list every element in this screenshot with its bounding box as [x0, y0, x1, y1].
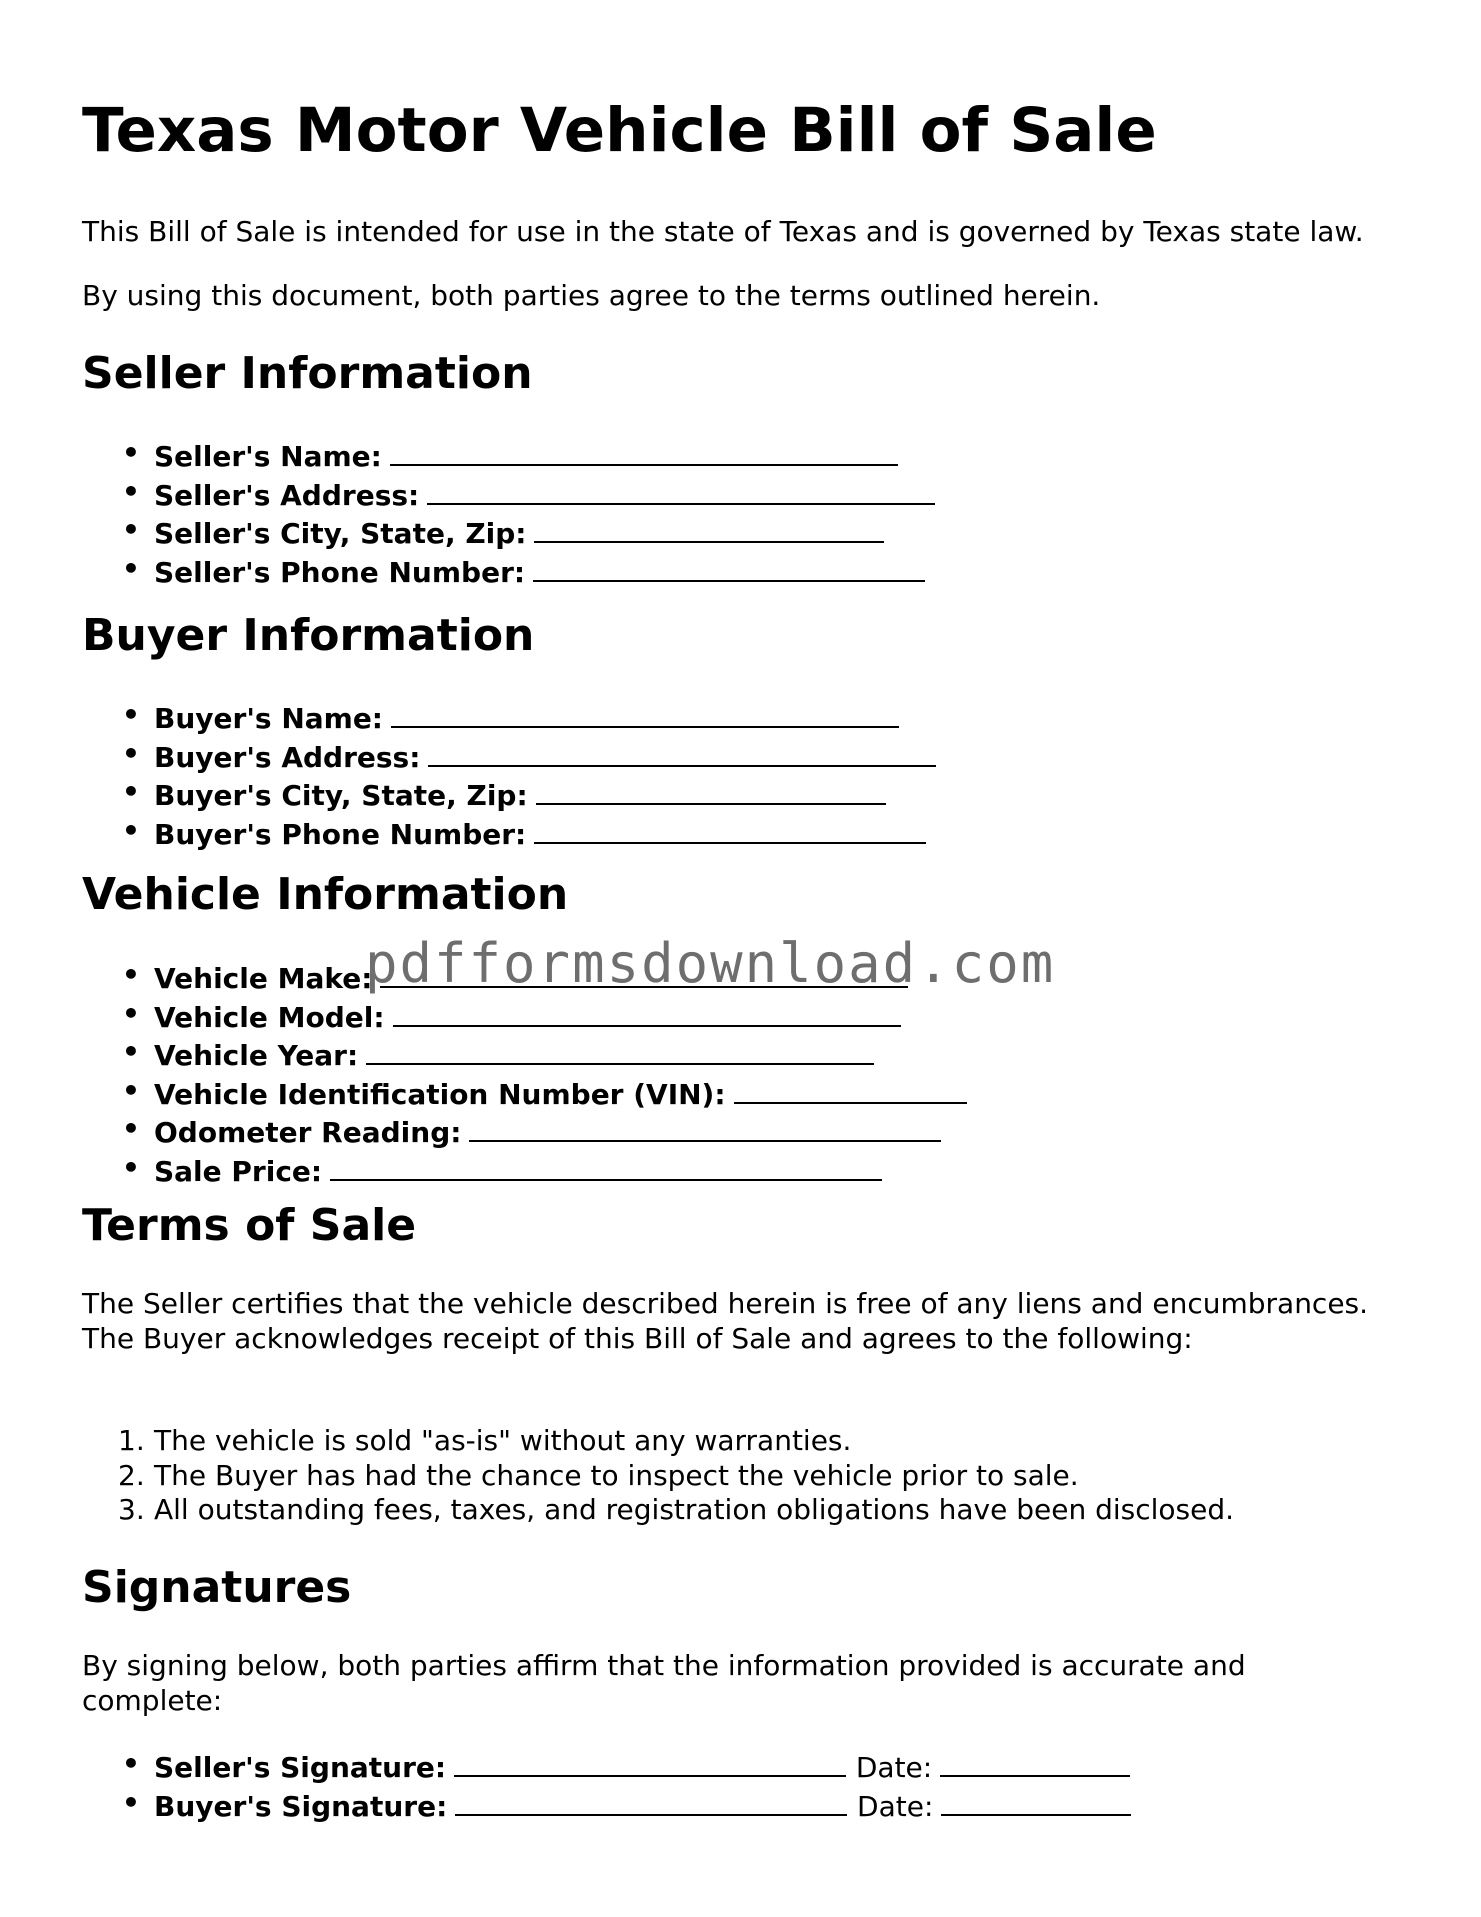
seller-city-state-zip-blank[interactable] [534, 513, 884, 543]
terms-item: 1. The vehicle is sold "as-is" without any warranties. [118, 1424, 852, 1457]
intro-agreement: By using this document, both parties agree to the terms outlined herein. [82, 279, 1101, 312]
sale-price-blank[interactable] [330, 1151, 882, 1181]
seller-signature-blank[interactable] [454, 1747, 846, 1777]
buyer-signature-blank[interactable] [455, 1786, 847, 1816]
vehicle-year-field[interactable]: • Vehicle Year: [82, 1035, 967, 1074]
signatures-heading: Signatures [82, 1562, 352, 1613]
buyer-signature-field[interactable]: • Buyer's Signature: Date: [82, 1786, 1131, 1825]
terms-item: 3. All outstanding fees, taxes, and registration obligations have been disclosed. [118, 1493, 1235, 1526]
document-title: Texas Motor Vehicle Bill of Sale [82, 95, 1157, 166]
buyer-name-field[interactable]: • Buyer's Name: [82, 698, 936, 737]
vehicle-vin-field[interactable]: • Vehicle Identification Number (VIN): [82, 1074, 967, 1113]
seller-phone-field[interactable]: • Seller's Phone Number: [82, 552, 935, 591]
terms-heading: Terms of Sale [82, 1200, 417, 1251]
signature-list [82, 1747, 1131, 1824]
signatures-paragraph: By signing below, both parties affirm that the information provided is accurate and complete: [82, 1649, 1246, 1717]
terms-paragraph: The Seller certifies that the vehicle described herein is free of any liens and encumbrances. The Buyer acknowledges receipt of this Bill of Sale and agrees to the following: [82, 1287, 1369, 1355]
intro-jurisdiction: This Bill of Sale is intended for use in the state of Texas and is governed by Texas state law. [82, 215, 1364, 248]
buyer-heading: Buyer Information [82, 610, 535, 661]
terms-list [82, 1424, 1234, 1528]
odometer-reading-field[interactable]: • Odometer Reading: [82, 1112, 967, 1151]
seller-address-blank[interactable] [427, 475, 935, 505]
seller-date-blank[interactable] [940, 1747, 1130, 1777]
seller-address-field[interactable]: • Seller's Address: [82, 475, 935, 514]
buyer-phone-field[interactable]: • Buyer's Phone Number: [82, 814, 936, 853]
seller-phone-blank[interactable] [533, 552, 925, 582]
seller-field-list [82, 436, 935, 590]
buyer-phone-blank[interactable] [534, 814, 926, 844]
vehicle-model-field[interactable]: • Vehicle Model: [82, 997, 967, 1036]
vehicle-heading: Vehicle Information [82, 869, 569, 920]
vehicle-make-field[interactable]: • Vehicle Make: [82, 958, 967, 997]
seller-heading: Seller Information [82, 348, 533, 399]
seller-city-state-zip-field[interactable]: • Seller's City, State, Zip: [82, 513, 935, 552]
buyer-name-blank[interactable] [391, 698, 899, 728]
watermark: pdfformsdownload.com [365, 932, 1056, 995]
terms-item: 2. The Buyer has had the chance to inspect the vehicle prior to sale. [118, 1458, 1079, 1492]
buyer-city-state-zip-blank[interactable] [536, 775, 886, 805]
seller-signature-field[interactable]: • Seller's Signature: Date: [82, 1747, 1131, 1786]
buyer-field-list [82, 698, 936, 852]
seller-name-field[interactable]: • Seller's Name: [82, 436, 935, 475]
odometer-reading-blank[interactable] [469, 1112, 941, 1142]
buyer-address-field[interactable]: • Buyer's Address: [82, 737, 936, 776]
vehicle-vin-blank[interactable] [734, 1074, 967, 1104]
sale-price-field[interactable]: • Sale Price: [82, 1151, 967, 1190]
buyer-date-blank[interactable] [941, 1786, 1131, 1816]
vehicle-year-blank[interactable] [366, 1035, 874, 1065]
seller-name-blank[interactable] [390, 436, 898, 466]
buyer-city-state-zip-field[interactable]: • Buyer's City, State, Zip: [82, 775, 936, 814]
buyer-address-blank[interactable] [428, 737, 936, 767]
vehicle-model-blank[interactable] [393, 997, 901, 1027]
